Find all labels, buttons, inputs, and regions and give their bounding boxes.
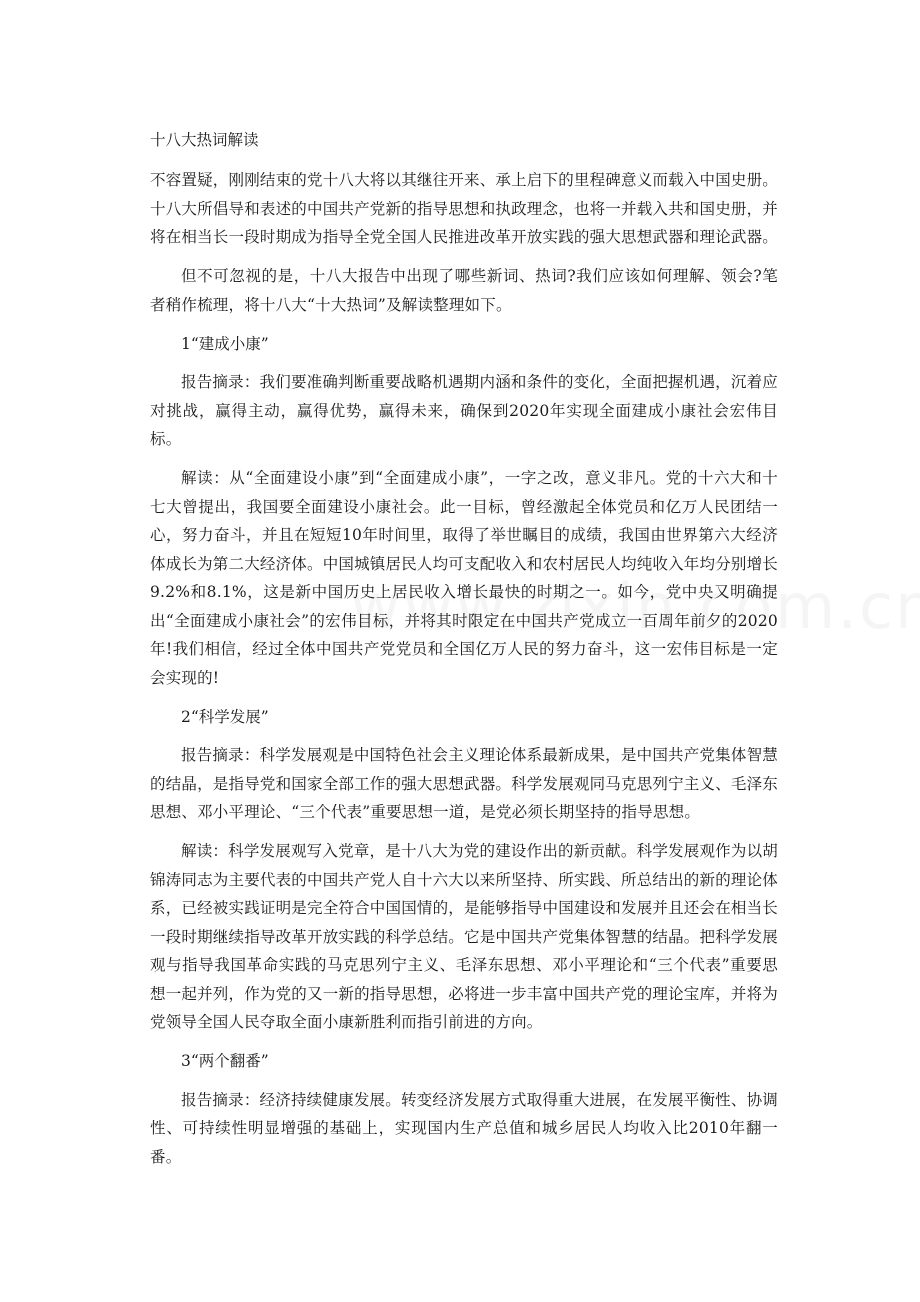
document-title: 十八大热词解读 [150,131,259,149]
section-heading: 2“科学发展” [181,707,269,726]
section-2 [150,703,778,1037]
section-heading: 3“两个翻番” [181,1052,269,1070]
report-excerpt: 报告摘录：经济持续健康发展。转变经济发展方式取得重大进展，在发展平衡性、协调性、可持续性明显增强的基础上，实现国内生产总值和城乡居民人均收入比2010年翻一番。 [150,1090,778,1166]
section-1 [150,330,778,693]
interpretation: 解读：从“全面建设小康”到“全面建成小康”，一字之改，意义非凡。党的十六大和十七大曾提出，我国要全面建设小康社会。此一目标，曾经激起全体党员和亿万人民团结一心，努力奋斗，并且在短短10年时间里，取得了举世瞩目的成绩，我国由世界第六大经济体成长为第二大经济体。中国城镇居民人均可支配收入和农村居民人均纯收入年均分别增长9.2%和8.1%，这是新中国历史上居民收入增长最快的时期之一。如今，党中央又明确提出“全面建成小康社会”的宏伟目标，并将其时限定在中国共产党成立一百周年前夕的2020年!我们相信，经过全体中国共产党党员和全国亿万人民的努力奋斗，这一宏伟目标是一定会实现的! [150,469,779,687]
report-excerpt: 报告摘录：我们要准确判断重要战略机遇期内涵和条件的变化，全面把握机遇，沉着应对挑战，赢得主动，赢得优势，赢得未来，确保到2020年实现全面建成小康社会宏伟目标。 [150,373,778,448]
section-3 [150,1047,778,1171]
section-heading: 1“建成小康” [181,334,269,353]
report-excerpt: 报告摘录：科学发展观是中国特色社会主义理论体系最新成果，是中国共产党集体智慧的结晶，是指导党和国家全部工作的强大思想武器。科学发展观同马克思列宁主义、毛泽东思想、邓小平理论、“三个代表”重要思想一道，是党必须长期坚持的指导思想。 [150,746,779,821]
interpretation: 解读：科学发展观写入党章，是十八大为党的建设作出的新贡献。科学发展观作为以胡锦涛同志为主要代表的中国共产党人自十六大以来所坚持、所实践、所总结出的新的理论体系，已经被实践证明是完全符合中国国情的，是能够指导中国建设和发展并且还会在相当长一段时期继续指导改革开放实践的科学总结。它是中国共产党集体智慧的结晶。把科学发展观与指导我国革命实践的马克思列宁主义、毛泽东思想、邓小平理论和“三个代表”重要思想一起并列，作为党的又一新的指导思想，必将进一步丰富中国共产党的理论宝库，并将为党领导全国人民夺取全面小康新胜利而指引前进的方向。 [150,842,779,1031]
intro-paragraph-1: 不容置疑，刚刚结束的党十八大将以其继往开来、承上启下的里程碑意义而载入中国史册。十八大所倡导和表述的中国共产党新的指导思想和执政理念，也将一并载入共和国史册，并将在相当长一段时期成为指导全党全国人民推进改革开放实践的强大思想武器和理论武器。 [150,171,779,246]
document-page [150,126,778,1182]
intro-paragraph-2: 但不可忽视的是，十八大报告中出现了哪些新词、热词?我们应该如何理解、领会?笔者稍作梳理，将十八大“十大热词”及解读整理如下。 [150,267,778,314]
